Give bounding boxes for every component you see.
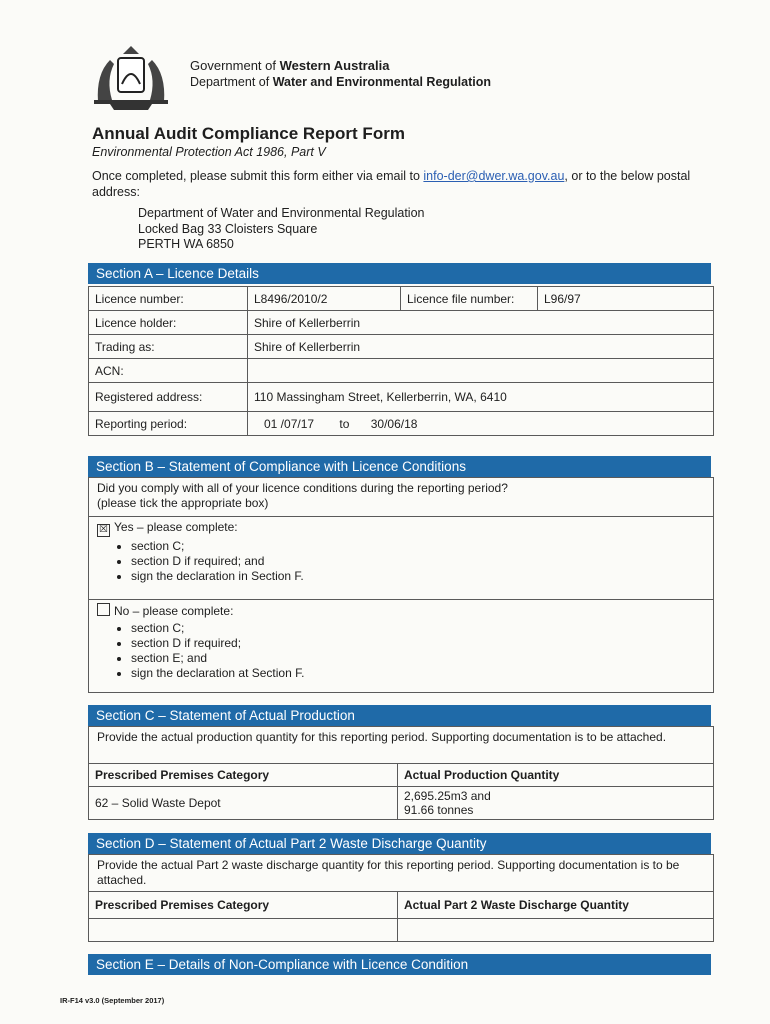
period-to: 30/06/18 xyxy=(370,416,418,431)
email-link[interactable]: info-der@dwer.wa.gov.au xyxy=(423,169,565,183)
intro-text: Once completed, please submit this form either via email to info-der@dwer.wa.gov.au, or to the below postal address: xyxy=(92,169,691,199)
section-d-header: Section D – Statement of Actual Part 2 Waste Discharge Quantity xyxy=(88,833,711,854)
address-label: Registered address: xyxy=(89,383,248,412)
address-line: Locked Bag 33 Cloisters Square xyxy=(138,221,318,236)
form-version-code: IR-F14 v3.0 (September 2017) xyxy=(60,996,165,1005)
address-line: PERTH WA 6850 xyxy=(138,237,234,251)
period-value[interactable] xyxy=(248,412,714,436)
discharge-instructions: Provide the actual Part 2 waste discharge quantity for this reporting period. Supporting documentation is to be attached. xyxy=(88,854,714,892)
production-instructions: Provide the actual production quantity for this reporting period. Supporting documentation is to be attached. xyxy=(88,726,714,764)
licence-file-value[interactable]: L96/97 xyxy=(538,287,714,311)
no-checkbox[interactable] xyxy=(97,603,110,616)
yes-checkbox[interactable]: ☒ xyxy=(97,524,110,537)
no-option xyxy=(88,599,714,693)
period-label: Reporting period: xyxy=(89,412,248,436)
licence-number-label: Licence number: xyxy=(89,287,248,311)
discharge-cell[interactable] xyxy=(398,919,714,942)
question-note: (please tick the appropriate box) xyxy=(97,496,269,510)
section-b-header: Section B – Statement of Compliance with Licence Conditions xyxy=(88,456,711,477)
trading-value[interactable]: Shire of Kellerberrin xyxy=(248,335,714,359)
quantity-cell[interactable]: 2,695.25m3 and 91.66 tonnes xyxy=(398,787,714,820)
government-line: Government of Western Australia xyxy=(190,58,390,73)
postal-address xyxy=(138,206,425,253)
trading-label: Trading as: xyxy=(89,335,248,359)
section-c-header: Section C – Statement of Actual Production xyxy=(88,705,711,726)
category-cell[interactable] xyxy=(89,919,398,942)
list-item: • section D if required; and xyxy=(131,554,705,569)
department-line: Department of Water and Environmental Regulation xyxy=(190,75,491,89)
wa-coat-of-arms-logo xyxy=(90,44,172,112)
discharge-table xyxy=(88,891,714,942)
period-to-word: to xyxy=(339,416,350,431)
list-item: • section E; and xyxy=(131,651,705,666)
section-a-header: Section A – Licence Details xyxy=(88,263,711,284)
licence-file-label: Licence file number: xyxy=(401,287,538,311)
address-value[interactable]: 110 Massingham Street, Kellerberrin, WA, 6410 xyxy=(248,383,714,412)
yes-label: Yes – please complete: xyxy=(114,520,238,534)
address-line: Department of Water and Environmental Regulation xyxy=(138,206,425,220)
compliance-question xyxy=(88,477,714,517)
no-label: No – please complete: xyxy=(114,604,234,618)
list-item: • sign the declaration at Section F. xyxy=(131,666,705,681)
acn-value[interactable] xyxy=(248,359,714,383)
list-item: • section C; xyxy=(131,621,705,636)
holder-label: Licence holder: xyxy=(89,311,248,335)
form-subtitle: Environmental Protection Act 1986, Part V xyxy=(92,145,326,159)
discharge-column-header: Actual Part 2 Waste Discharge Quantity xyxy=(398,892,714,919)
category-column-header: Prescribed Premises Category xyxy=(89,892,398,919)
category-cell[interactable]: 62 – Solid Waste Depot xyxy=(89,787,398,820)
form-title: Annual Audit Compliance Report Form xyxy=(92,124,405,143)
yes-option xyxy=(88,516,714,600)
section-e-header: Section E – Details of Non-Compliance with Licence Condition xyxy=(88,954,711,975)
period-from: 01 /07/17 xyxy=(264,416,315,431)
acn-label: ACN: xyxy=(89,359,248,383)
production-table xyxy=(88,763,714,820)
list-item: • sign the declaration in Section F. xyxy=(131,569,705,584)
list-item: • section C; xyxy=(131,539,705,554)
category-column-header: Prescribed Premises Category xyxy=(89,764,398,787)
holder-value[interactable]: Shire of Kellerberrin xyxy=(248,311,714,335)
quantity-column-header: Actual Production Quantity xyxy=(398,764,714,787)
list-item: • section D if required; xyxy=(131,636,705,651)
question-text: Did you comply with all of your licence conditions during the reporting period? xyxy=(97,481,508,495)
licence-number-value[interactable]: L8496/2010/2 xyxy=(248,287,401,311)
licence-details-table xyxy=(88,286,714,436)
